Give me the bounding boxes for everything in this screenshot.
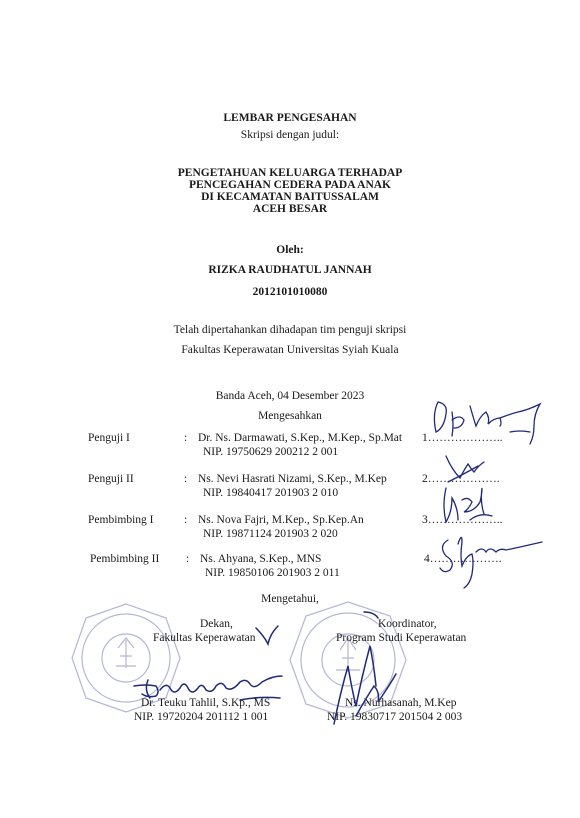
examiner-nip: NIP. 19840417 201903 2 010 — [203, 487, 339, 499]
dean-name: Dr. Teuku Tahlil, S.Kp., MS — [141, 697, 271, 709]
defense-line: Telah dipertahankan dihadapan tim penguji skripsi — [173, 324, 407, 336]
examiner-name: Dr. Ns. Darmawati, S.Kep., M.Kep., Sp.Mat — [198, 432, 403, 444]
separator: : — [186, 553, 190, 565]
signature-line: 4………………. — [424, 553, 502, 565]
coordinator-nip: NIP. 19830717 201504 2 003 — [327, 711, 463, 723]
separator: : — [184, 473, 188, 485]
thesis-title-line: DI KECAMATAN BAITUSSALAM — [201, 191, 379, 203]
page-title: LEMBAR PENGESAHAN — [223, 112, 357, 124]
approve-label: Mengesahkan — [258, 410, 322, 422]
separator: : — [184, 514, 188, 526]
dean-title: Dekan, — [200, 618, 233, 630]
examiner-name: Ns. Nova Fajri, M.Kep., Sp.Kep.An — [198, 514, 364, 526]
examiner-role: Pembimbing I — [88, 514, 154, 526]
thesis-title-line: ACEH BESAR — [252, 203, 328, 215]
signature-line: 1……………….. — [422, 432, 503, 444]
examiner-name: Ns. Ahyana, S.Kep., MNS — [200, 553, 322, 565]
signature-line: 2………………. — [422, 473, 500, 485]
coordinator-name: Ns. Nurhasanah, M.Kep — [345, 697, 457, 709]
thesis-title-line: PENGETAHUAN KELUARGA TERHADAP — [177, 167, 403, 179]
examiner-role: Penguji II — [88, 473, 134, 485]
defense-line: Fakultas Keperawatan Universitas Syiah Kuala — [181, 344, 399, 356]
place-date: Banda Aceh, 04 Desember 2023 — [215, 390, 365, 402]
examiner-nip: NIP. 19850106 201903 2 011 — [205, 567, 340, 579]
examiner-name: Ns. Nevi Hasrati Nizami, S.Kep., M.Kep — [198, 473, 387, 485]
acknowledge-label: Mengetahui, — [261, 593, 319, 605]
student-id: 2012101010080 — [252, 286, 328, 298]
dean-nip: NIP. 19720204 201112 1 001 — [134, 711, 269, 723]
examiner-role: Pembimbing II — [90, 553, 160, 565]
author-name: RIZKA RAUDHATUL JANNAH — [208, 264, 372, 276]
separator: : — [184, 432, 188, 444]
subtitle: Skripsi dengan judul: — [240, 129, 340, 141]
examiner-nip: NIP. 19750629 200212 2 001 — [203, 446, 339, 458]
examiner-role: Penguji I — [88, 432, 130, 444]
dean-unit: Fakultas Keperawatan — [153, 632, 256, 644]
by-label: Oleh: — [276, 244, 304, 256]
examiner-nip: NIP. 19871124 201903 2 020 — [203, 528, 338, 540]
signature-line: 3……………….. — [422, 514, 503, 526]
coordinator-title: Koordinator, — [378, 618, 437, 630]
coordinator-unit: Program Studi Keperawatan — [336, 632, 467, 644]
thesis-title-line: PENCEGAHAN CEDERA PADA ANAK — [188, 179, 391, 191]
